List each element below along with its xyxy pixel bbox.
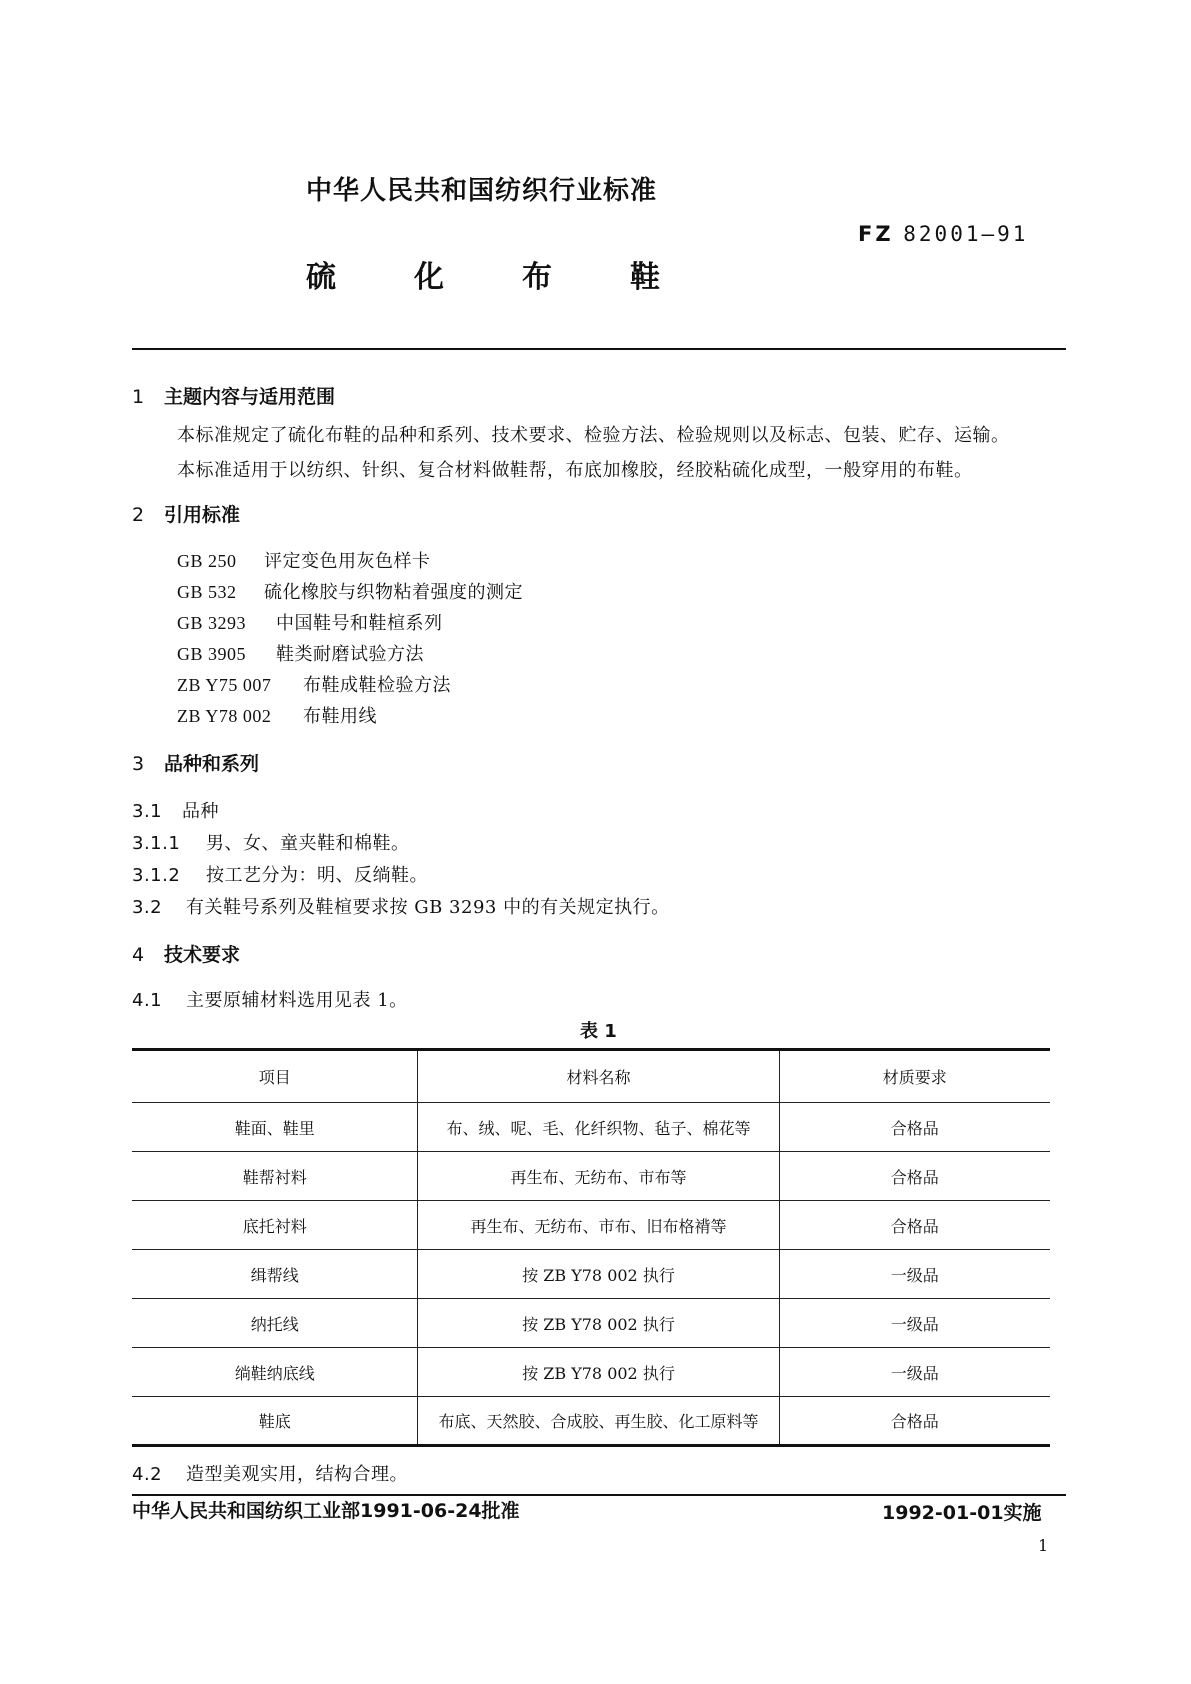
header-divider: [132, 348, 1066, 350]
clause-number: 4.1: [132, 990, 163, 1011]
reference-name: 硫化橡胶与织物粘着强度的测定: [264, 582, 523, 603]
clause-3-1-2: [132, 861, 428, 887]
clause-3-1: [132, 797, 219, 823]
clause-number: 3.1.2: [132, 865, 181, 886]
reference-item: [177, 578, 523, 604]
clause-number: 3.2: [132, 897, 163, 918]
table-cell: 一级品: [779, 1250, 1050, 1299]
table-cell: 按 ZB Y78 002 执行: [418, 1348, 779, 1397]
reference-item: [177, 547, 431, 573]
table-cell: 纳托线: [250, 1314, 299, 1334]
column-header: 项目: [258, 1068, 291, 1087]
table-cell: 鞋面、鞋里: [234, 1118, 315, 1138]
reference-name: 鞋类耐磨试验方法: [276, 644, 424, 665]
reference-name: 评定变色用灰色样卡: [264, 551, 431, 572]
materials-table: [132, 1048, 1050, 1447]
clause-text: 品种: [182, 801, 219, 822]
table-cell: 合格品: [779, 1201, 1050, 1250]
table-cell: 再生布、无纺布、市布、旧布格褙等: [418, 1201, 779, 1250]
section-number: 4: [132, 944, 145, 966]
table-cell: 按 ZB Y78 002 执行: [418, 1250, 779, 1299]
table-cell: 底托衬料: [242, 1216, 307, 1236]
table-row: [132, 1152, 1050, 1201]
table-header-row: [132, 1050, 1050, 1103]
column-header: 材质要求: [779, 1050, 1050, 1103]
table-cell: 合格品: [779, 1397, 1050, 1446]
reference-name: 布鞋用线: [303, 706, 377, 727]
clause-text: 主要原辅材料选用见表 1。: [186, 990, 408, 1011]
table-row: [132, 1103, 1050, 1152]
clause-text: 造型美观实用，结构合理。: [186, 1464, 408, 1485]
reference-code: GB 532: [177, 582, 237, 602]
table-cell: 鞋底: [258, 1412, 291, 1431]
section-number: 3: [132, 753, 145, 775]
reference-item: [177, 609, 443, 635]
section-1-heading: [132, 382, 335, 409]
clause-text: 男、女、童夹鞋和棉鞋。: [206, 833, 410, 854]
clause-number: 4.2: [132, 1464, 163, 1485]
table-row: [132, 1250, 1050, 1299]
section-number: 1: [132, 386, 145, 408]
clause-4-1: [132, 986, 408, 1012]
section-title: 主题内容与适用范围: [164, 386, 336, 408]
section-1-para-1: 本标准规定了硫化布鞋的品种和系列、技术要求、检验方法、检验规则以及标志、包装、贮存、运输。: [177, 425, 1010, 446]
table-cell: 合格品: [779, 1152, 1050, 1201]
clause-number: 3.1.1: [132, 833, 181, 854]
section-title: 引用标准: [164, 504, 241, 526]
reference-code: GB 250: [177, 551, 237, 571]
section-1-para-2: 本标准适用于以纺织、针织、复合材料做鞋帮，布底加橡胶，经胶粘硫化成型，一般穿用的布鞋。: [177, 460, 973, 481]
table-cell: 一级品: [779, 1299, 1050, 1348]
reference-code: GB 3905: [177, 644, 247, 664]
clause-number: 3.1: [132, 801, 163, 822]
table-cell: 鞋帮衬料: [242, 1167, 307, 1187]
reference-name: 中国鞋号和鞋楦系列: [276, 613, 443, 634]
table-cell: 缉帮线: [250, 1265, 299, 1285]
section-3-heading: [132, 749, 259, 776]
clause-3-2: [132, 893, 670, 919]
table-row: [132, 1348, 1050, 1397]
page-number: 1: [1038, 1536, 1049, 1555]
reference-item: [177, 671, 451, 697]
table-cell: 布底、天然胶、合成胶、再生胶、化工原料等: [418, 1397, 779, 1446]
standard-number: [858, 222, 1028, 246]
table-row: [132, 1397, 1050, 1446]
table-cell: 绱鞋纳底线: [234, 1363, 315, 1383]
issuer-title: 中华人民共和国纺织行业标准: [306, 176, 658, 206]
section-2-heading: [132, 500, 240, 527]
table-cell: 再生布、无纺布、市布等: [418, 1152, 779, 1201]
clause-3-1-1: [132, 829, 410, 855]
section-4-heading: [132, 940, 240, 967]
standard-prefix: FZ: [858, 222, 894, 246]
table-cell: 布、绒、呢、毛、化纤织物、毡子、棉花等: [418, 1103, 779, 1152]
reference-item: [177, 702, 377, 728]
reference-code: GB 3293: [177, 613, 247, 633]
document-title: 硫化布鞋: [306, 260, 738, 295]
clause-4-2: [132, 1460, 408, 1486]
implementation-date: 1992-01-01实施: [882, 1502, 1042, 1524]
table-cell: 按 ZB Y78 002 执行: [418, 1299, 779, 1348]
column-header: 材料名称: [418, 1050, 779, 1103]
reference-code: ZB Y78 002: [177, 706, 272, 726]
reference-code: ZB Y75 007: [177, 675, 272, 695]
reference-item: [177, 640, 424, 666]
standard-code: 82001—91: [903, 222, 1029, 246]
clause-text: 按工艺分为：明、反绱鞋。: [206, 865, 428, 886]
approval-line: 中华人民共和国纺织工业部1991-06-24批准: [132, 1500, 520, 1522]
section-title: 品种和系列: [164, 753, 260, 775]
table-caption: 表 1: [580, 1021, 617, 1042]
section-title: 技术要求: [164, 944, 241, 966]
table-row: [132, 1299, 1050, 1348]
table-cell: 一级品: [779, 1348, 1050, 1397]
table-cell: 合格品: [779, 1103, 1050, 1152]
section-number: 2: [132, 504, 145, 526]
clause-text: 有关鞋号系列及鞋楦要求按 GB 3293 中的有关规定执行。: [186, 897, 670, 918]
reference-name: 布鞋成鞋检验方法: [303, 675, 451, 696]
table-row: [132, 1201, 1050, 1250]
